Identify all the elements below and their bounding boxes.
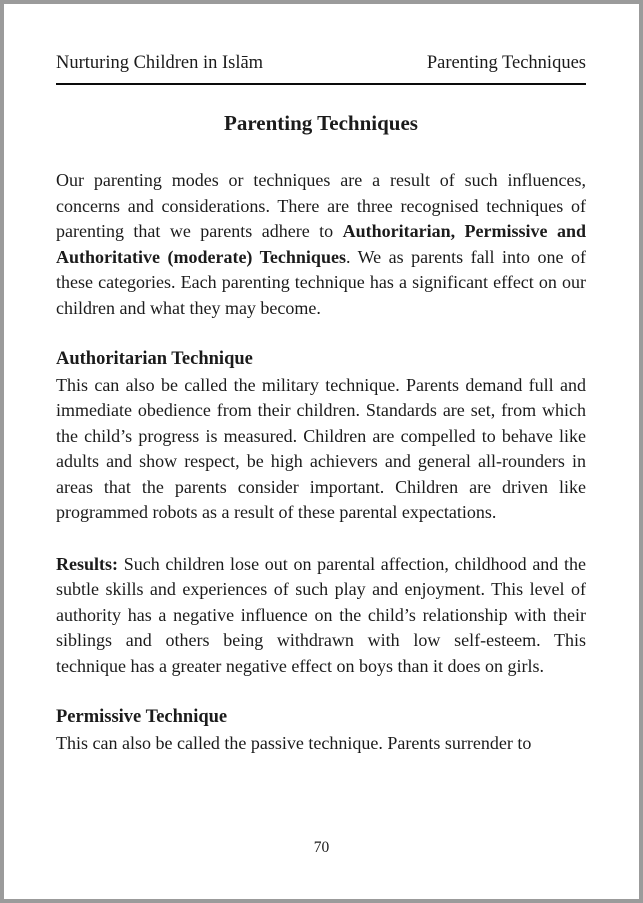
page-title: Parenting Techniques xyxy=(224,111,418,135)
text-run: This can also be called the military technique. Parents demand full and immediate obedience from their children. Standards are set, from which the child’s progress is measured. Children are compelled to behave like adults and show respect, be high achievers and general all-rounders in areas that the parents consider important. Children are driven like programmed robots as a result of these parental expectations. xyxy=(56,374,586,522)
page-content xyxy=(4,4,639,756)
bold-text-run: Authoritarian, Permissive and Authoritative (moderate) Techniques xyxy=(56,221,586,267)
body-paragraph xyxy=(56,552,586,680)
bold-text-run: Results: xyxy=(56,553,118,574)
text-run: . We as parents fall into one of these categories. Each parenting technique has a significant effect on our children and what they may become. xyxy=(56,246,586,318)
section-heading: Authoritarian Technique xyxy=(56,349,253,369)
running-head-left: Nurturing Children in Islām xyxy=(56,53,264,73)
section-heading: Permissive Technique xyxy=(56,707,228,727)
book-page xyxy=(4,4,639,899)
page-number: 70 xyxy=(313,839,330,856)
running-head-right: Parenting Techniques xyxy=(426,53,586,73)
body-paragraph xyxy=(56,731,586,757)
text-run: This can also be called the passive technique. Parents surrender to xyxy=(56,732,532,753)
running-head xyxy=(56,52,586,74)
header-rule xyxy=(56,83,586,85)
page-body xyxy=(56,168,586,756)
body-paragraph xyxy=(56,168,586,321)
text-run: Such children lose out on parental affection, childhood and the subtle skills and experiences of such play and enjoyment. This level of authority has a negative influence on the child’s relationship with their siblings and others being withdrawn with low self-esteem. This technique has a greater negative effect on boys than it does on girls. xyxy=(56,553,586,676)
text-run: Our parenting modes or techniques are a result of such influences, concerns and considerations. There are three recognised techniques of parenting that we parents adhere to xyxy=(56,170,586,241)
body-paragraph xyxy=(56,373,586,526)
